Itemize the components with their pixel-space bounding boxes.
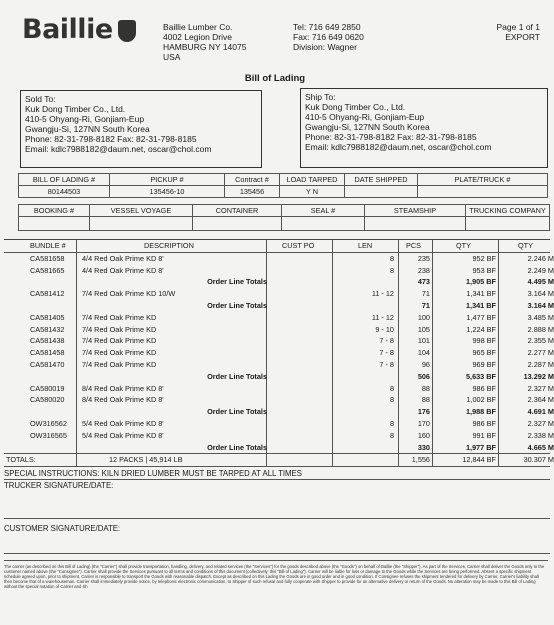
qty-bf-cell: 953 BF: [472, 265, 496, 275]
booking-value-row: [19, 217, 550, 231]
description-cell: 7/4 Red Oak Prime KD: [82, 312, 157, 322]
pcs-cell: 170: [417, 418, 430, 428]
qty-m-cell: 2.888 M: [527, 324, 554, 334]
description-cell: 4/4 Red Oak Prime KD 8': [82, 253, 164, 263]
bundle-cell: CA581412: [30, 289, 65, 299]
pcs-cell: 104: [417, 348, 430, 358]
bundle-cell: CA581665: [30, 265, 65, 275]
description-cell: 8/4 Red Oak Prime KD 8': [82, 383, 164, 393]
booking-header-row: [19, 205, 550, 217]
terms-footer: The carrier (as described on this Bill of Lading) (the "Carrier") shall provide transportation, handling, delivery, and related services (the "Services") for the goods described above (the "Goods") on behalf of Baillie (the "Shipper"). As part of the Services, Carrier shall deliver the Goods only to the customer named above (the "Consignee"). Carrier shall provide the Services pursuant to all terms and conditions of this document (collectively, this "Bill of Lading"). Carrier will be liable for loss or damage to the Goods while the Services are being performed. Absent a specific shipment schedule agreed upon, prior to shipment, Carrier is responsible to transport the Goods with reasonable dispatch. Except as described on this Lading the Goods are in good order and in good condition. If Consignee refuses the shipment tendered for delivery by Carrier, Carrier's liability shall then become that of a warehouseman. Carrier shall immediately provide notice, by telephonic electronic communication, to Shipper of such refusal and fully cooperate with Shipper to provide for an alternative delivery or return of the Goods. No alteration may be made to this Bill of Lading without the special notation of Carrier and Sh: [4, 560, 548, 604]
len-cell: 11 - 12: [371, 312, 394, 322]
qty-bf-cell: 1,341 BF: [465, 300, 496, 310]
seal-value: [282, 217, 365, 231]
order-totals-label: Order Line Totals: [207, 442, 267, 452]
table-row: [4, 288, 554, 300]
qty-m-cell: 2.327 M: [527, 418, 554, 428]
ship-to-address2: Gwangju-Si, 127NN South Korea: [305, 122, 430, 132]
description-header: DESCRIPTION: [144, 241, 194, 250]
steamship-value: [365, 217, 466, 231]
len-header: LEN: [358, 241, 373, 250]
table-row: [4, 383, 554, 395]
bundle-cell: CA581658: [30, 253, 65, 263]
pickup-header: PICKUP #: [110, 174, 225, 186]
pcs-cell: 473: [417, 277, 430, 287]
booking-header: BOOKING #: [19, 205, 90, 217]
qty-bf-cell: 952 BF: [472, 253, 496, 263]
company-logo: Baillie: [22, 14, 113, 45]
date-shipped-value: [345, 186, 418, 198]
seal-icon: [118, 20, 136, 42]
company-contact: [293, 22, 364, 52]
ship-to-name: Kuk Dong Timber Co., Ltd.: [305, 102, 406, 112]
order-totals-label: Order Line Totals: [207, 277, 267, 287]
order-line-totals-row: [4, 300, 554, 312]
table-row: [4, 253, 554, 265]
qty-m-cell: 13.292 M: [523, 371, 554, 381]
table-row: [4, 347, 554, 359]
qty-m-cell: 2.364 M: [527, 395, 554, 405]
order-line-totals-row: [4, 371, 554, 383]
sold-to-address1: 410-5 Ohyang-Ri, Gonjiam-Eup: [25, 114, 145, 124]
ship-to-email: Email: kdlc7988182@daum.net, oscar@chol.com: [305, 142, 492, 152]
qty-m-cell: 3.485 M: [527, 312, 554, 322]
description-cell: 5/4 Red Oak Prime KD 8': [82, 430, 164, 440]
qty-m-cell: 4.495 M: [527, 277, 554, 287]
description-cell: 7/4 Red Oak Prime KD: [82, 359, 157, 369]
items-header-row: [4, 240, 550, 253]
pcs-cell: 506: [417, 371, 430, 381]
qty-bf-cell: 1,477 BF: [466, 312, 496, 322]
description-cell: 7/4 Red Oak Prime KD: [82, 348, 157, 358]
pcs-cell: 235: [417, 253, 430, 263]
bundle-cell: CA581405: [30, 312, 65, 322]
pcs-cell: 71: [421, 289, 430, 299]
len-cell: 8: [389, 395, 394, 405]
sold-to-label: Sold To:: [25, 94, 56, 104]
bundle-cell: OW316562: [30, 418, 67, 428]
qty-bf-cell: 965 BF: [472, 348, 496, 358]
pcs-cell: 88: [421, 395, 430, 405]
qty-m-cell: 3.164 M: [527, 289, 554, 299]
qty-m-cell: 3.164 M: [527, 300, 554, 310]
trucking-company-header: TRUCKING COMPANY: [466, 205, 550, 217]
steamship-header: STEAMSHIP: [365, 205, 466, 217]
qty-bf-cell: 991 BF: [472, 430, 496, 440]
totals-qty-m: 30.307 M: [523, 455, 554, 465]
trucker-signature-label: TRUCKER SIGNATURE/DATE:: [4, 481, 114, 490]
qty-bf-cell: 1,977 BF: [465, 442, 496, 452]
trucking-company-value: [466, 217, 550, 231]
date-shipped-header: DATE SHIPPED: [345, 174, 418, 186]
totals-row: [4, 453, 554, 467]
len-cell: 7 - 8: [379, 336, 394, 346]
vessel-voyage-value: [90, 217, 193, 231]
customer-signature-field[interactable]: [4, 524, 550, 554]
totals-label: TOTALS:: [6, 455, 36, 465]
table-row: [4, 335, 554, 347]
sold-to-box: [20, 90, 262, 168]
qty-m-cell: 2.355 M: [527, 336, 554, 346]
contract-value: 135456: [225, 186, 280, 198]
ship-to-address1: 410-5 Ohyang-Ri, Gonjiam-Eup: [305, 112, 425, 122]
totals-qty-bf: 12,844 BF: [462, 455, 496, 465]
len-cell: 8: [389, 253, 394, 263]
table-row: [4, 265, 554, 277]
order-line-totals-row: [4, 406, 554, 418]
sold-to-name: Kuk Dong Timber Co., Ltd.: [25, 104, 126, 114]
qty-m-cell: 2.287 M: [527, 359, 554, 369]
ship-to-phone: Phone: 82-31-798-8182 Fax: 82-31-798-8185: [305, 132, 477, 142]
totals-packs: 12 PACKS | 45,914 LB: [109, 455, 183, 465]
pcs-cell: 160: [417, 430, 430, 440]
pickup-value: 135456-10: [110, 186, 225, 198]
table-row: [4, 418, 554, 430]
bol-header-row: [19, 174, 548, 186]
company-address: [163, 22, 246, 62]
pcs-header: PCS: [406, 241, 422, 250]
bundle-cell: CA580020: [30, 395, 65, 405]
special-instructions: SPECIAL INSTRUCTIONS: KILN DRIED LUMBER MUST BE TARPED AT ALL TIMES: [4, 469, 302, 478]
description-cell: 5/4 Red Oak Prime KD 8': [82, 418, 164, 428]
pcs-cell: 88: [421, 383, 430, 393]
qty-m-cell: 4.691 M: [527, 407, 554, 417]
order-totals-label: Order Line Totals: [207, 371, 267, 381]
len-cell: 8: [389, 265, 394, 275]
totals-pcs: 1,556: [411, 455, 430, 465]
bol-info-table: [18, 173, 548, 198]
qty-bf-cell: 998 BF: [472, 336, 496, 346]
order-line-totals-row: [4, 276, 554, 288]
booking-table: [18, 204, 550, 231]
qty-bf-cell: 1,002 BF: [466, 395, 496, 405]
order-line-totals-row: [4, 442, 554, 454]
company-tel: Tel: 716 649 2850: [293, 22, 361, 32]
bundle-cell: CA581458: [30, 348, 65, 358]
bundle-cell: OW316565: [30, 430, 67, 440]
qty-bf-cell: 1,988 BF: [465, 407, 496, 417]
table-row: [4, 430, 554, 442]
company-division: Division: Wagner: [293, 42, 357, 52]
contract-header: Contract #: [225, 174, 280, 186]
qty-bf-cell: 1,905 BF: [465, 277, 496, 287]
bundle-cell: CA581432: [30, 324, 65, 334]
description-cell: 8/4 Red Oak Prime KD 8': [82, 395, 164, 405]
seal-header: SEAL #: [282, 205, 365, 217]
item-rows: [4, 253, 554, 454]
bol-number-value: 80144503: [19, 186, 110, 198]
qty-m-cell: 2.277 M: [527, 348, 554, 358]
vessel-voyage-header: VESSEL VOYAGE: [90, 205, 193, 217]
plate-truck-header: PLATE/TRUCK #: [418, 174, 548, 186]
pcs-cell: 238: [417, 265, 430, 275]
plate-truck-value: [418, 186, 548, 198]
bundle-cell: CA581470: [30, 359, 65, 369]
page-info: [497, 22, 540, 42]
qty-bf-header: QTY: [456, 241, 471, 250]
len-cell: 9 - 10: [375, 324, 394, 334]
len-cell: 8: [389, 383, 394, 393]
len-cell: 7 - 8: [379, 359, 394, 369]
qty-bf-cell: 5,633 BF: [465, 371, 496, 381]
booking-value: [19, 217, 90, 231]
len-cell: 8: [389, 430, 394, 440]
company-country: USA: [163, 52, 181, 62]
qty-m-header: QTY: [518, 241, 533, 250]
bundle-header: BUNDLE #: [30, 241, 66, 250]
page-number: Page 1 of 1: [496, 22, 540, 32]
len-cell: 8: [389, 418, 394, 428]
qty-bf-cell: 1,224 BF: [466, 324, 496, 334]
len-cell: 7 - 8: [379, 348, 394, 358]
description-cell: 7/4 Red Oak Prime KD: [82, 336, 157, 346]
qty-m-cell: 2.327 M: [527, 383, 554, 393]
len-cell: 11 - 12: [371, 289, 394, 299]
qty-bf-cell: 986 BF: [472, 383, 496, 393]
qty-m-cell: 2.338 M: [527, 430, 554, 440]
table-row: [4, 394, 554, 406]
items-table: [4, 239, 554, 467]
bundle-cell: CA580019: [30, 383, 65, 393]
description-cell: 4/4 Red Oak Prime KD 8': [82, 265, 164, 275]
container-header: CONTAINER: [193, 205, 282, 217]
bol-number-header: BILL OF LADING #: [19, 174, 110, 186]
bol-value-row: [19, 186, 548, 198]
sold-to-email: Email: kdlc7988182@daum.net, oscar@chol.com: [25, 144, 212, 154]
company-address-line2: HAMBURG NY 14075: [163, 42, 247, 52]
table-row: [4, 312, 554, 324]
cust-po-header: CUST PO: [282, 241, 315, 250]
pcs-cell: 330: [417, 442, 430, 452]
ship-to-box: [300, 88, 548, 168]
company-fax: Fax: 716 649 0620: [293, 32, 364, 42]
load-tarped-header: LOAD TARPED: [280, 174, 345, 186]
container-value: [193, 217, 282, 231]
description-cell: 7/4 Red Oak Prime KD: [82, 324, 157, 334]
shipment-type: EXPORT: [505, 32, 540, 42]
trucker-signature-field[interactable]: [4, 479, 550, 519]
qty-m-cell: 2.249 M: [527, 265, 554, 275]
pcs-cell: 101: [417, 336, 430, 346]
load-tarped-value: Y N: [280, 186, 345, 198]
pcs-cell: 105: [417, 324, 430, 334]
sold-to-phone: Phone: 82-31-798-8182 Fax: 82-31-798-8185: [25, 134, 197, 144]
pcs-cell: 100: [417, 312, 430, 322]
customer-signature-label: CUSTOMER SIGNATURE/DATE:: [4, 524, 121, 533]
qty-bf-cell: 1,341 BF: [466, 289, 496, 299]
description-cell: 7/4 Red Oak Prime KD 10/W: [82, 289, 176, 299]
company-name: Baillie Lumber Co.: [163, 22, 233, 32]
order-totals-label: Order Line Totals: [207, 300, 267, 310]
order-totals-label: Order Line Totals: [207, 407, 267, 417]
qty-bf-cell: 986 BF: [472, 418, 496, 428]
qty-bf-cell: 969 BF: [472, 359, 496, 369]
bundle-cell: CA581438: [30, 336, 65, 346]
pcs-cell: 71: [421, 300, 430, 310]
pcs-cell: 176: [417, 407, 430, 417]
table-row: [4, 324, 554, 336]
pcs-cell: 96: [421, 359, 430, 369]
sold-to-address2: Gwangju-Si, 127NN South Korea: [25, 124, 150, 134]
ship-to-label: Ship To:: [305, 92, 336, 102]
qty-m-cell: 2.246 M: [527, 253, 554, 263]
company-address-line1: 4002 Legion Drive: [163, 32, 232, 42]
page-title: Bill of Lading: [244, 73, 306, 84]
qty-m-cell: 4.665 M: [527, 442, 554, 452]
table-row: [4, 359, 554, 371]
